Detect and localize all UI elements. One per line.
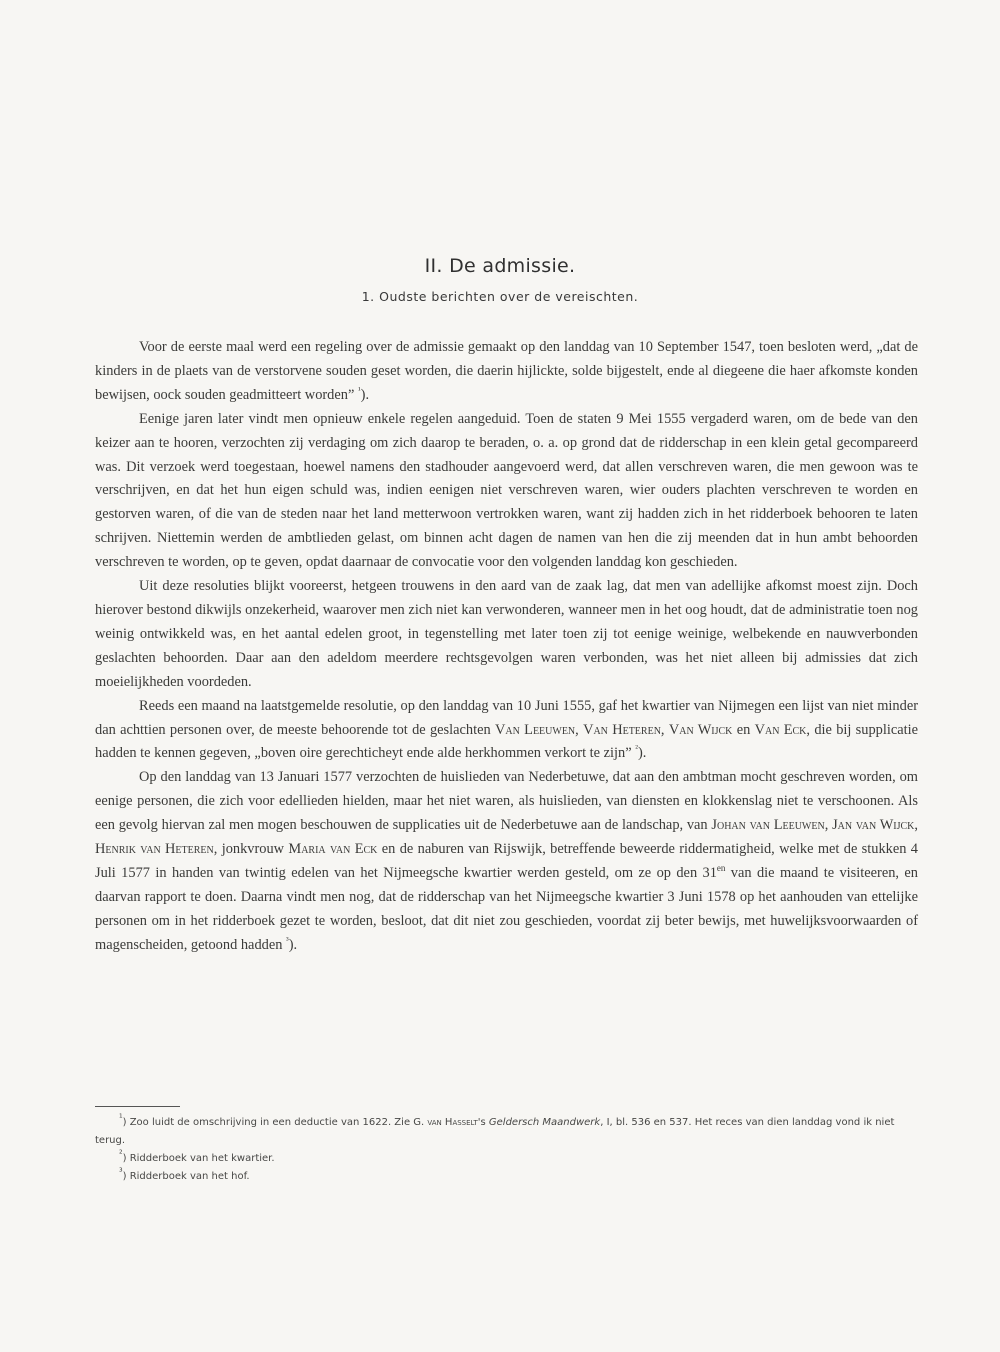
footnote-divider — [95, 1106, 180, 1107]
separator: , jonkvrouw — [213, 841, 289, 858]
paragraph-2: Eenige jaren later vindt men opnieuw enkele regelen aangeduid. Toen de staten 9 Mei 1555 vergaderd waren, om de bede van den keizer aan te hooren, verzochten zij verdaging om zich daarop te beraden, o. a. op grond dat de ridderschap in een klein getal gecompareerd was. Dit verzoek werd toegestaan, hoewel namens den stadhouder aangevoerd werd, dat allen verschreven waren, die men gewoon was te verschrijven, en dat het hun eigen schuld was, indien eenigen niet verschreven waren, wier ouders plachten verschreven te worden en gestorven waren, of die van de steden naar het land metterwoon vertrokken waren, want zij hadden zich in het ridderboek behooren te laten schrijven. Niettemin werden de ambtlieden gelast, om binnen acht dagen de namen van hen die zij meenden dat in hun ambt behoorden verschreven te worden, op te geven, opdat daarnaar de convocatie voor den volgenden landdag kon geschieden. — [95, 410, 918, 571]
family-name: Van Leeuwen — [495, 721, 576, 738]
paragraph-4 — [95, 695, 918, 767]
footnote-1-author: van Hasselt — [427, 1117, 478, 1128]
footnote-3-mark: ³ — [119, 1167, 123, 1178]
footnote-3 — [95, 1168, 918, 1186]
separator: , — [824, 817, 833, 834]
footnote-1-mark: ¹ — [119, 1113, 123, 1124]
footnote-2 — [95, 1150, 918, 1168]
paragraph-1 — [95, 336, 918, 408]
separator: , — [660, 721, 669, 738]
footnote-ref-2: ² — [635, 743, 638, 754]
person-name: Jan van Wijck — [832, 817, 915, 834]
paragraph-3: Uit deze resoluties blijkt vooreerst, hetgeen trouwens in den aard van de zaak lag, dat men van adellijke afkomst moest zijn. Doch hierover bestond dikwijls onzekerheid, waarover men zich niet kan verwonderen, wanneer men in het oog houdt, dat de administratie toen nog weinig ontwikkeld was, en het aantal edelen groot, in tegenstelling met later toen zij tot eenige weinige, welbekende en nauwverbonden geslachten behoorden. Daar aan den adeldom meerdere rechtsgevolgen waren verbonden, was het niet alleen bij admissies dat zich moeielijkheden voordeden. — [95, 578, 918, 690]
body-text — [95, 336, 918, 958]
paragraph-5-text-c: van die maand te visiteeren, en daarvan rapport te doen. Daarna vindt men nog, dat de ridderschap van het Nijmeegsche kwartier 3 Juni 1578 op het aanhouden van ettelijke personen om in het ridderboek gezet te worden, besloot, dat dit niet zou geschieden, voordat zij beter bewijs, met huwelijksvoorwaarden of magenscheiden, getoond hadden — [95, 864, 918, 953]
footnote-1 — [95, 1114, 918, 1150]
footnote-1-text-c: , I, bl. 536 en 537. Het reces van dien landdag vond ik niet terug. — [95, 1117, 895, 1146]
person-name: Johan van Leeuwen — [711, 817, 825, 834]
paragraph-4-text-a: Reeds een maand na laatstgemelde resolutie, op den landdag van 10 Juni 1555, gaf het kwartier van Nijmegen een lijst van niet minder dan achttien personen over, de meeste behoorende tot de geslachten — [95, 697, 918, 738]
footnote-ref-3: ³ — [286, 934, 289, 945]
paragraph-5-text-b: en de naburen van Rijswijk, betreffende beweerde riddermatigheid, welke met de stukken 4 Juli 1577 in handen van twintig edelen van het Nijmeegsche kwartier werden gesteld, om ze op den 31 — [95, 841, 918, 881]
family-name: Van Heteren — [583, 721, 661, 738]
paragraph-5-text-a: Op den landdag van 13 Januari 1577 verzochten de huislieden van Nederbetuwe, dat aan den ambtman mocht geschreven worden, om eenige personen, die zich voor edellieden hielden, maar het niet waren, als huislieden, van diensten en klokkenslag niet te verschoonen. Als een gevolg hiervan zal men mogen beschouwen de supplicaties uit de Nederbetuwe aan de landschap, van — [95, 769, 918, 834]
footnote-1-work-title: Geldersch Maandwerk — [488, 1117, 601, 1128]
family-name: Van Wijck — [668, 721, 733, 738]
footnote-ref-2-close: ). — [637, 745, 647, 762]
footnote-ref-1-close: ). — [360, 386, 370, 403]
paragraph-5 — [95, 766, 918, 957]
footnote-ref-1: ¹ — [357, 385, 361, 396]
family-name: Van Eck — [754, 721, 807, 738]
footnote-3-text: ) Ridderboek van het hof. — [122, 1171, 250, 1182]
paragraph-4-text-b: , die bij supplicatie hadden te kennen gegeven, „boven oire gerechticheyt ende alde herkhommen verkort te zijn” — [95, 721, 919, 762]
footnote-1-text-b: 's — [477, 1117, 489, 1128]
footnotes — [95, 1114, 918, 1186]
footnote-2-text: ) Ridderboek van het kwartier. — [122, 1153, 275, 1164]
person-name: Maria van Eck — [288, 841, 378, 858]
separator: , — [914, 817, 918, 834]
person-name: Henrik van Heteren — [95, 841, 214, 858]
separator: en — [732, 721, 755, 738]
paragraph-1-text: Voor de eerste maal werd een regeling over de admissie gemaakt op den landdag van 10 September 1547, toen besloten werd, „dat de kinders in de plaets van de verstorvene souden geset worden, die daerin hijlickte, solde bijgestelt, ende al diegeene die haer afkomste konden bewijsen, oock souden geadmitteert worden” — [95, 339, 918, 403]
footnote-ref-3-close: ). — [288, 936, 298, 953]
separator: , — [575, 721, 584, 738]
ordinal-suffix: en — [716, 863, 726, 874]
footnote-1-text-a: ) Zoo luidt de omschrijving in een deductie van 1622. Zie G. — [122, 1117, 428, 1128]
footnote-2-mark: ² — [119, 1149, 123, 1160]
section-title: 1. Oudste berichten over de vereischten. — [361, 289, 639, 304]
chapter-title: II. De admissie. — [424, 255, 576, 277]
